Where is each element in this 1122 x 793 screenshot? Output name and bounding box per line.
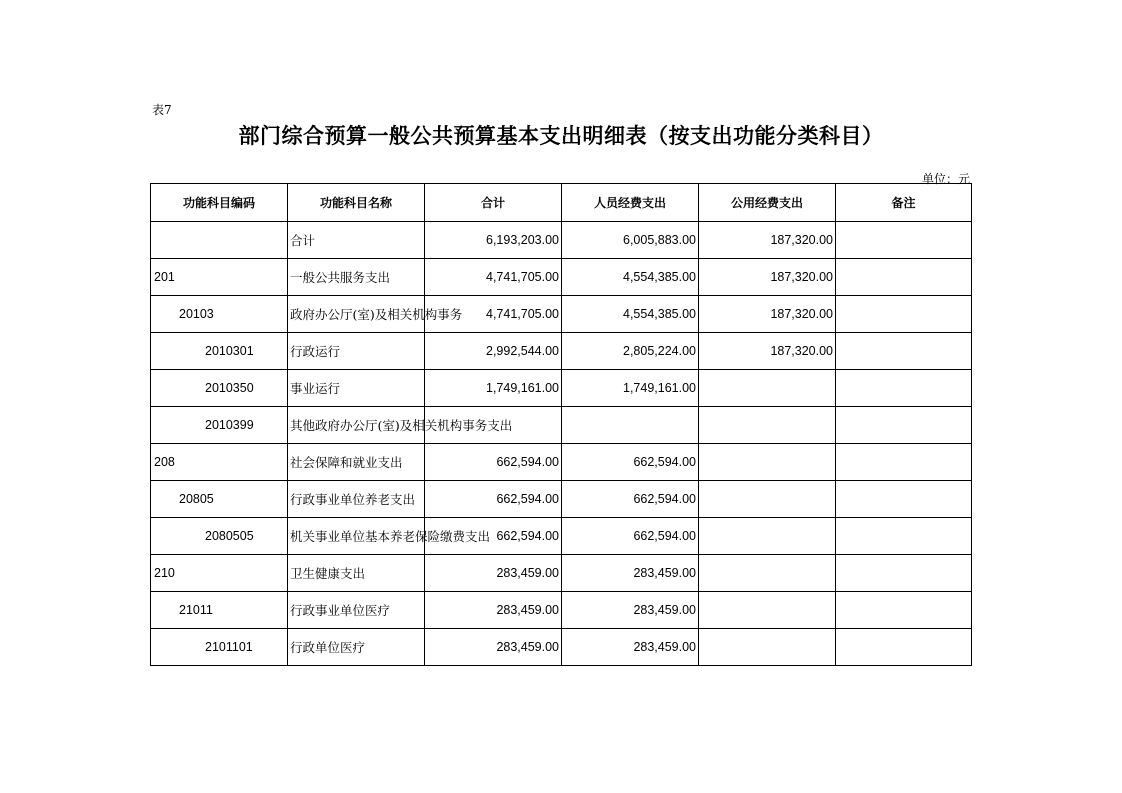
cell-total: 2,992,544.00 <box>425 333 562 370</box>
cell-public <box>699 592 836 629</box>
cell-public: 187,320.00 <box>699 333 836 370</box>
cell-remark <box>836 370 972 407</box>
cell-name: 事业运行 <box>288 370 425 407</box>
unit-label: 单位：元 <box>921 172 970 186</box>
cell-public: 187,320.00 <box>699 259 836 296</box>
cell-public <box>699 555 836 592</box>
cell-code <box>151 222 288 259</box>
cell-name: 社会保障和就业支出 <box>288 444 425 481</box>
cell-public: 187,320.00 <box>699 296 836 333</box>
cell-public <box>699 407 836 444</box>
cell-total: 1,749,161.00 <box>425 370 562 407</box>
cell-name: 合计 <box>288 222 425 259</box>
table-row <box>151 259 972 296</box>
cell-total: 662,594.00 <box>425 444 562 481</box>
table-header-row <box>151 184 972 222</box>
column-header-total: 合计 <box>425 184 562 222</box>
cell-total: 283,459.00 <box>425 555 562 592</box>
cell-name: 卫生健康支出 <box>288 555 425 592</box>
cell-name: 行政单位医疗 <box>288 629 425 666</box>
cell-total: 662,594.00 <box>425 481 562 518</box>
cell-personnel: 662,594.00 <box>562 444 699 481</box>
table-row <box>151 518 972 555</box>
cell-name: 行政运行 <box>288 333 425 370</box>
cell-public <box>699 518 836 555</box>
cell-code: 2101101 <box>151 629 288 666</box>
cell-remark <box>836 592 972 629</box>
cell-code: 208 <box>151 444 288 481</box>
cell-personnel: 283,459.00 <box>562 629 699 666</box>
cell-public <box>699 444 836 481</box>
column-header-personnel: 人员经费支出 <box>562 184 699 222</box>
cell-name: 政府办公厅(室)及相关机构事务 <box>288 296 425 333</box>
table-label: 表7 <box>152 103 172 117</box>
cell-remark <box>836 518 972 555</box>
column-header-name: 功能科目名称 <box>288 184 425 222</box>
cell-total: 4,741,705.00 <box>425 296 562 333</box>
cell-personnel: 6,005,883.00 <box>562 222 699 259</box>
cell-name: 行政事业单位医疗 <box>288 592 425 629</box>
table-row <box>151 629 972 666</box>
table-row <box>151 296 972 333</box>
cell-remark <box>836 296 972 333</box>
cell-personnel: 2,805,224.00 <box>562 333 699 370</box>
table-row <box>151 592 972 629</box>
table-row <box>151 222 972 259</box>
cell-code: 2010301 <box>151 333 288 370</box>
column-header-remark: 备注 <box>836 184 972 222</box>
cell-code: 21011 <box>151 592 288 629</box>
cell-total: 283,459.00 <box>425 592 562 629</box>
cell-name: 机关事业单位基本养老保险缴费支出 <box>288 518 425 555</box>
table-row <box>151 481 972 518</box>
cell-total: 6,193,203.00 <box>425 222 562 259</box>
cell-remark <box>836 259 972 296</box>
cell-personnel: 4,554,385.00 <box>562 296 699 333</box>
cell-personnel: 662,594.00 <box>562 518 699 555</box>
cell-name: 一般公共服务支出 <box>288 259 425 296</box>
cell-total: 283,459.00 <box>425 629 562 666</box>
cell-remark <box>836 407 972 444</box>
table-row <box>151 444 972 481</box>
cell-total: 4,741,705.00 <box>425 259 562 296</box>
table-body <box>151 222 972 666</box>
cell-remark <box>836 222 972 259</box>
cell-public <box>699 629 836 666</box>
cell-total: 662,594.00 <box>425 518 562 555</box>
cell-code: 20805 <box>151 481 288 518</box>
cell-personnel: 1,749,161.00 <box>562 370 699 407</box>
cell-personnel: 662,594.00 <box>562 481 699 518</box>
cell-public <box>699 370 836 407</box>
table-row <box>151 555 972 592</box>
cell-code: 2010399 <box>151 407 288 444</box>
cell-public: 187,320.00 <box>699 222 836 259</box>
cell-code: 201 <box>151 259 288 296</box>
table-row <box>151 407 972 444</box>
cell-personnel <box>562 407 699 444</box>
cell-code: 210 <box>151 555 288 592</box>
cell-remark <box>836 555 972 592</box>
column-header-code: 功能科目编码 <box>151 184 288 222</box>
cell-remark <box>836 333 972 370</box>
cell-code: 20103 <box>151 296 288 333</box>
page-title: 部门综合预算一般公共预算基本支出明细表（按支出功能分类科目） <box>238 123 884 148</box>
table-row <box>151 370 972 407</box>
cell-personnel: 283,459.00 <box>562 555 699 592</box>
column-header-public: 公用经费支出 <box>699 184 836 222</box>
cell-code: 2010350 <box>151 370 288 407</box>
cell-code: 2080505 <box>151 518 288 555</box>
budget-table <box>150 183 972 666</box>
cell-remark <box>836 444 972 481</box>
cell-remark <box>836 629 972 666</box>
cell-name: 其他政府办公厅(室)及相关机构事务支出 <box>288 407 425 444</box>
cell-remark <box>836 481 972 518</box>
cell-name: 行政事业单位养老支出 <box>288 481 425 518</box>
cell-public <box>699 481 836 518</box>
cell-personnel: 4,554,385.00 <box>562 259 699 296</box>
cell-personnel: 283,459.00 <box>562 592 699 629</box>
table-row <box>151 333 972 370</box>
